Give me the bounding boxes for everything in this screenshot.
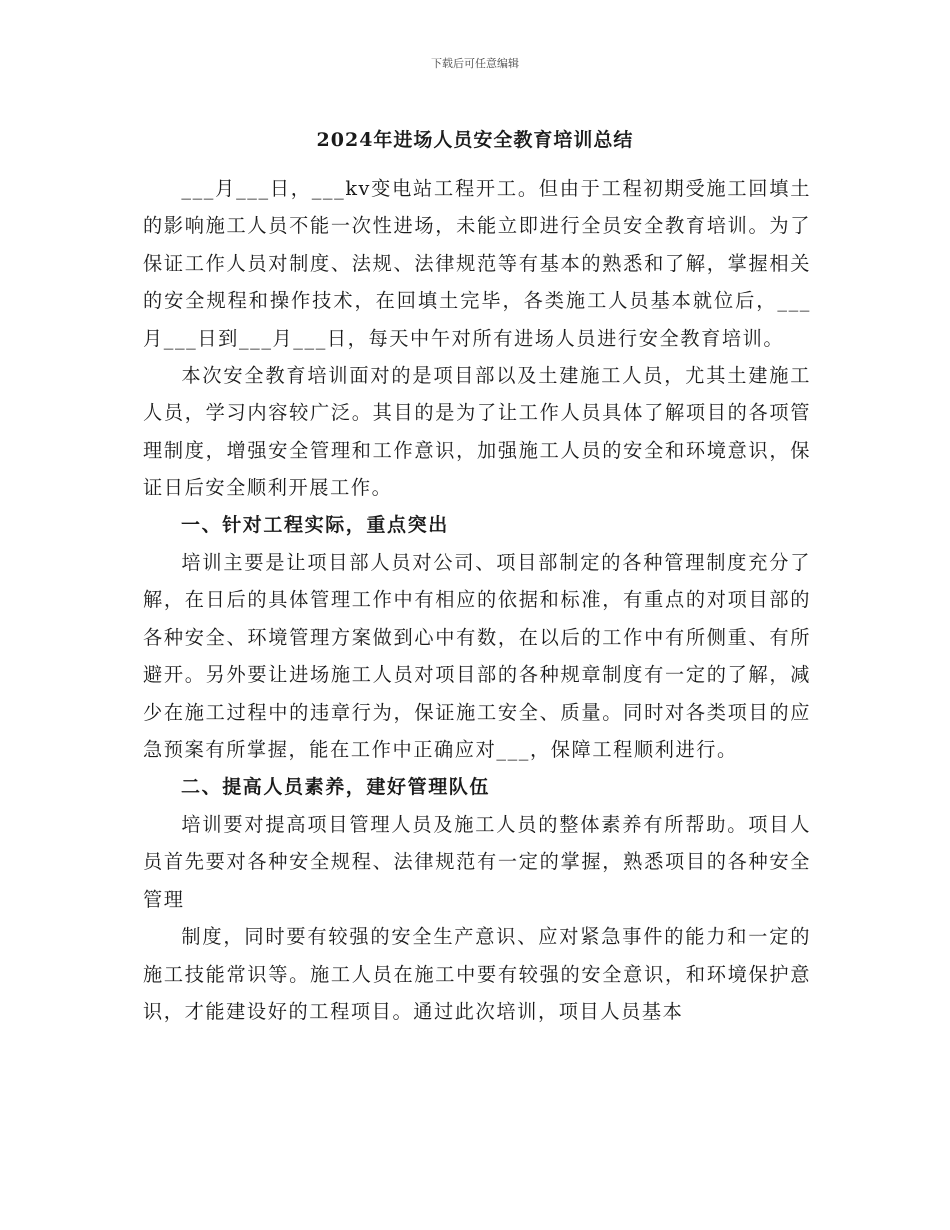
paragraph-purpose: 本次安全教育培训面对的是项目部以及土建施工人员，尤其土建施工人员，学习内容较广泛。其目的是为了让工作人员具体了解项目的各项管理制度，增强安全管理和工作意识，加强施工人员的安全和环境意识，保证日后安全顺利开展工作。 [143,364,811,500]
document-body [143,170,811,1030]
document-title: 2024年进场人员安全教育培训总结 [316,129,634,151]
section-heading-1: 一、针对工程实际，重点突出 [181,513,449,536]
header-note: 下载后可任意编辑 [431,57,519,70]
section-heading-2: 二、提高人员素养，建好管理队伍 [181,775,491,798]
paragraph-section-2b: 制度，同时要有较强的安全生产意识、应对紧急事件的能力和一定的施工技能常识等。施工人员在施工中要有较强的安全意识，和环境保护意识，才能建设好的工程项目。通过此次培训，项目人员基本 [143,925,811,1023]
paragraph-section-1: 培训主要是让项目部人员对公司、项目部制定的各种管理制度充分了解，在日后的具体管理工作中有相应的依据和标准，有重点的对项目部的各种安全、环境管理方案做到心中有数，在以后的工作中有所侧重、有所避开。另外要让进场施工人员对项目部的各种规章制度有一定的了解，减少在施工过程中的违章行为，保证施工安全、质量。同时对各类项目的应急预案有所掌握，能在工作中正确应对___，保障工程顺利进行。 [143,551,811,762]
paragraph-intro: ___月___日，___kv变电站工程开工。但由于工程初期受施工回填土的影响施工人员不能一次性进场，未能立即进行全员安全教育培训。为了保证工作人员对制度、法规、法律规范等有基本的熟悉和了解，掌握相关的安全规程和操作技术，在回填土完毕，各类施工人员基本就位后，___月___日到___月___日，每天中午对所有进场人员进行安全教育培训。 [143,177,811,350]
paragraph-section-2a: 培训要对提高项目管理人员及施工人员的整体素养有所帮助。项目人员首先要对各种安全规程、法律规范有一定的掌握，熟悉项目的各种安全管理 [143,812,811,911]
